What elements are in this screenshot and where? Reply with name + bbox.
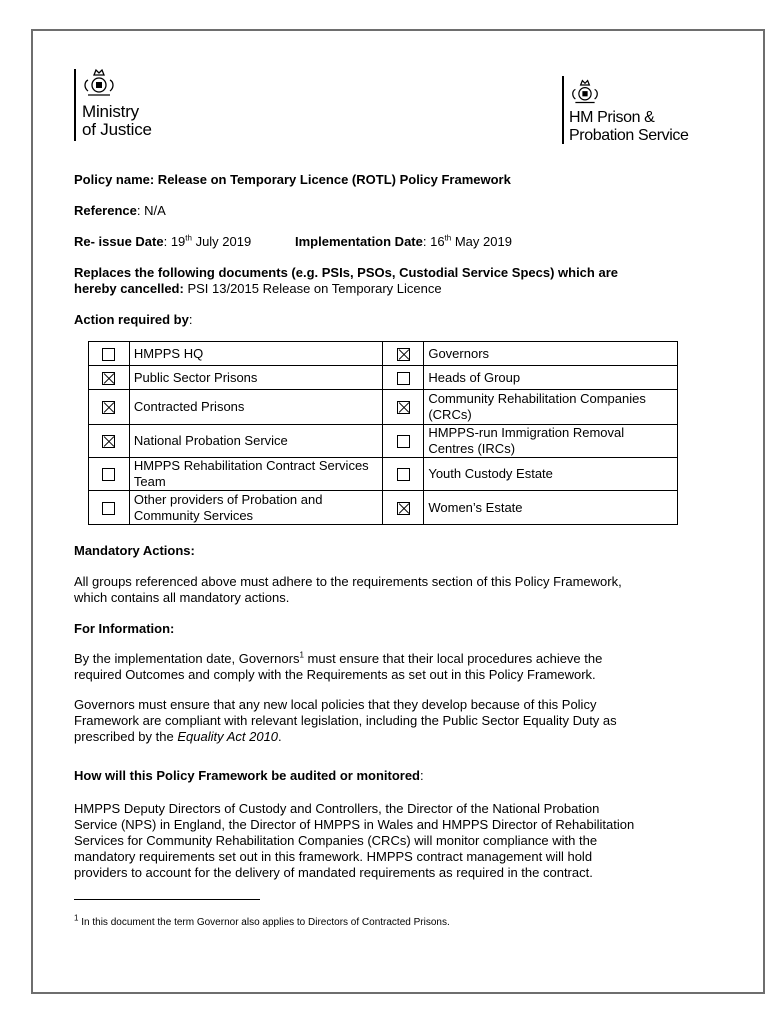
- audit-heading-text: How will this Policy Framework be audited or monitored: [74, 768, 420, 783]
- mandatory-body: [74, 574, 622, 606]
- mandatory-line1: All groups referenced above must adhere to the requirements section of this Policy Framework,: [74, 574, 622, 589]
- action-table-row: [89, 342, 678, 366]
- action-table-row: [89, 366, 678, 390]
- replaces-line2: hereby cancelled:: [74, 281, 184, 296]
- recipient-label: National Probation Service: [129, 425, 383, 458]
- information-paragraph-1: [74, 651, 602, 683]
- information-heading-text: For Information:: [74, 621, 175, 636]
- footnote-separator: [74, 899, 260, 900]
- impl-rest: May 2019: [451, 234, 512, 249]
- policy-name: [74, 172, 511, 188]
- checkbox-cell: [383, 491, 424, 525]
- recipient-label: Community Rehabilitation Companies (CRCs): [424, 390, 678, 425]
- recipient-label: Other providers of Probation and Community Services: [129, 491, 383, 525]
- audit-line2: Service (NPS) in England, the Director of HMPPS in Wales and HMPPS Director of Rehabilitation: [74, 817, 635, 832]
- impl-label: Implementation Date: [295, 234, 423, 249]
- checked-box-icon[interactable]: [397, 502, 410, 515]
- impl-day: : 16: [422, 234, 445, 249]
- mandatory-line2: which contains all mandatory actions.: [74, 590, 290, 605]
- recipient-label: Youth Custody Estate: [424, 458, 678, 491]
- footnote-ref: 1: [299, 650, 304, 660]
- information-paragraph-2: [74, 697, 617, 745]
- footnote-number: 1: [74, 913, 79, 923]
- information-heading: [74, 621, 174, 637]
- equality-act-ref: Equality Act 2010: [177, 729, 279, 744]
- action-required-table: [88, 341, 678, 525]
- hmpps-logo-line1: HM Prison &: [569, 109, 655, 126]
- mandatory-heading-text: Mandatory Actions:: [74, 543, 195, 558]
- empty-box-icon[interactable]: [102, 468, 115, 481]
- reference-label: Reference: [74, 203, 137, 218]
- action-required: [74, 312, 192, 328]
- recipient-label: Contracted Prisons: [129, 390, 383, 425]
- reissue-label: Re- issue Date: [74, 234, 164, 249]
- audit-heading: [74, 768, 424, 784]
- audit-body: [74, 801, 634, 881]
- policy-name-text: Policy name: Release on Temporary Licence (ROTL) Policy Framework: [74, 172, 511, 187]
- checkbox-cell: [89, 458, 130, 491]
- checkbox-cell: [89, 425, 130, 458]
- moj-logo-line1: Ministry: [82, 102, 139, 121]
- audit-heading-colon: :: [420, 768, 424, 783]
- empty-box-icon[interactable]: [397, 435, 410, 448]
- audit-line1: HMPPS Deputy Directors of Custody and Controllers, the Director of the National Probation: [74, 801, 600, 816]
- info-p2-line2: Framework are compliant with relevant legislation, including the Public Sector Equality Duty as: [74, 713, 617, 728]
- hmpps-logo-line2: Probation Service: [569, 127, 689, 144]
- logo-divider: [562, 76, 564, 144]
- recipient-label: Heads of Group: [424, 366, 678, 390]
- checkbox-cell: [89, 342, 130, 366]
- empty-box-icon[interactable]: [397, 468, 410, 481]
- royal-crest-icon: [82, 67, 116, 99]
- info-p1-line2: required Outcomes and comply with the Requirements as set out in this Policy Framework.: [74, 667, 596, 682]
- checked-box-icon[interactable]: [102, 401, 115, 414]
- mandatory-heading: [74, 543, 195, 559]
- reissue-day: : 19: [163, 234, 186, 249]
- audit-line5: providers to account for the delivery of mandated requirements as required in the contract.: [74, 865, 593, 880]
- implementation-date: [295, 234, 512, 250]
- checkbox-cell: [89, 366, 130, 390]
- recipient-label: HMPPS HQ: [129, 342, 383, 366]
- replaces-line1: Replaces the following documents (e.g. PSIs, PSOs, Custodial Service Specs) which are: [74, 265, 618, 280]
- footnote-text: In this document the term Governor also applies to Directors of Contracted Prisons.: [78, 917, 450, 928]
- checkbox-cell: [89, 390, 130, 425]
- recipient-label: HMPPS-run Immigration Removal Centres (IRCs): [424, 425, 678, 458]
- royal-crest-icon: [570, 78, 600, 106]
- checkbox-cell: [383, 342, 424, 366]
- recipient-label: Public Sector Prisons: [129, 366, 383, 390]
- action-required-label: Action required by: [74, 312, 189, 327]
- reissue-sup: th: [185, 233, 192, 243]
- info-p2-line1: Governors must ensure that any new local policies that they develop because of this Policy: [74, 697, 597, 712]
- info-p2-line3b: .: [278, 729, 282, 744]
- impl-sup: th: [444, 233, 452, 243]
- checked-box-icon[interactable]: [102, 435, 115, 448]
- action-table-row: [89, 458, 678, 491]
- action-table-row: [89, 390, 678, 425]
- moj-logo-line2: of Justice: [82, 120, 152, 139]
- empty-box-icon[interactable]: [397, 372, 410, 385]
- replaces-documents: [74, 265, 618, 297]
- reissue-rest: July 2019: [191, 234, 252, 249]
- recipient-label: Women’s Estate: [424, 491, 678, 525]
- reference-value: : N/A: [136, 203, 166, 218]
- checkbox-cell: [383, 458, 424, 491]
- checked-box-icon[interactable]: [102, 372, 115, 385]
- action-colon: :: [188, 312, 193, 327]
- moj-logo-text: [82, 103, 152, 139]
- recipient-label: Governors: [424, 342, 678, 366]
- footnote: [74, 913, 450, 929]
- replaces-value: PSI 13/2015 Release on Temporary Licence: [183, 281, 442, 296]
- audit-line4: mandatory requirements set out in this framework. HMPPS contract management will hold: [74, 849, 593, 864]
- checkbox-cell: [383, 425, 424, 458]
- reference: [74, 203, 166, 219]
- empty-box-icon[interactable]: [102, 348, 115, 361]
- logo-divider: [74, 69, 76, 141]
- checkbox-cell: [383, 366, 424, 390]
- info-p1-b: must ensure that their local procedures achieve the: [303, 651, 603, 666]
- info-p2-line3a: prescribed by the: [74, 729, 178, 744]
- hmpps-logo-text: [569, 109, 689, 145]
- checked-box-icon[interactable]: [397, 401, 410, 414]
- checked-box-icon[interactable]: [397, 348, 410, 361]
- checkbox-cell: [89, 491, 130, 525]
- recipient-label: HMPPS Rehabilitation Contract Services Team: [129, 458, 383, 491]
- action-table-row: [89, 491, 678, 525]
- action-table-row: [89, 425, 678, 458]
- checkbox-cell: [383, 390, 424, 425]
- reissue-date: [74, 234, 251, 250]
- empty-box-icon[interactable]: [102, 502, 115, 515]
- info-p1-a: By the implementation date, Governors: [74, 651, 300, 666]
- audit-line3: Services for Community Rehabilitation Companies (CRCs) will monitor compliance with the: [74, 833, 598, 848]
